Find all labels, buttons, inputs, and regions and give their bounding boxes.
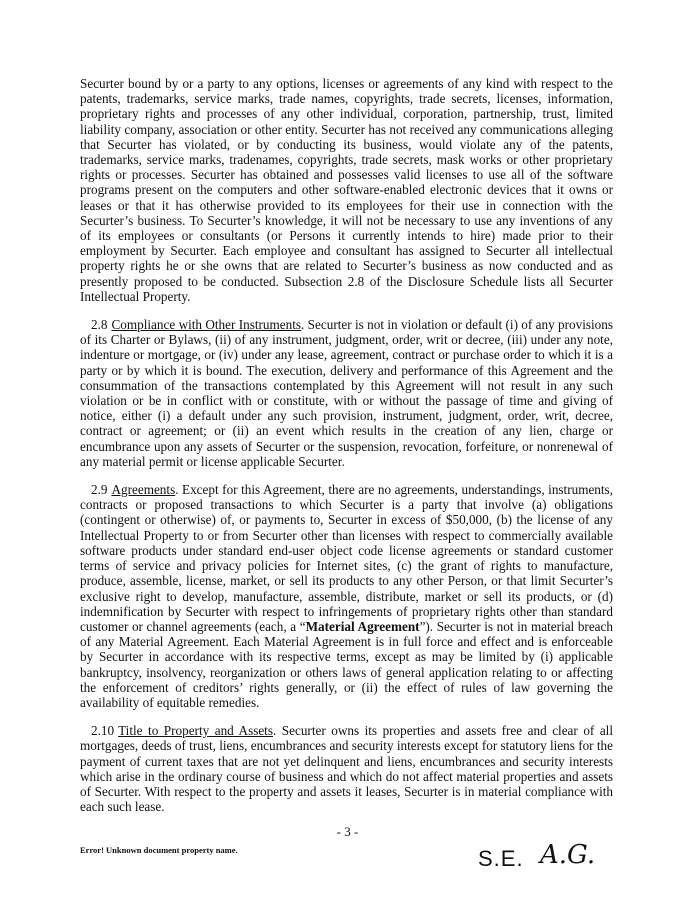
section-2-8 xyxy=(80,317,613,469)
section-2-10 xyxy=(80,723,613,814)
footer-error-text: Error! Unknown document property name. xyxy=(80,845,238,855)
section-2-9 xyxy=(80,482,613,710)
page-number: - 3 - xyxy=(336,824,359,839)
defined-term: Material Agreement xyxy=(305,618,420,634)
initials-printed: S.E. xyxy=(478,846,524,871)
paragraph-intellectual-property-continued xyxy=(80,76,613,304)
initials-handwritten: A.G. xyxy=(540,840,596,870)
paragraph-text: Securter bound by or a party to any options, licenses or agreements of any kind with respect to the patents, trademarks, service marks, trade names, copyrights, trade secrets, licenses, information, proprietary rights and processes of any other individual, corporation, partnership, trust, limited liability company, association or other entity. Securter has not received any communications alleging that Securter has violated, or by conducting its business, would violate any of the patents, trademarks, service marks, tradenames, copyrights, trade secrets, mask works or other proprietary rights or processes. Securter has obtained and possesses valid licenses to use all of the software programs present on the computers and other software-enabled electronic devices that it owns or leases or that it has otherwise provided to its employees for their use in connection with the Securter’s business. To Securter’s knowledge, it will not be necessary to use any inventions of any of its employees or consultants (or Persons it currently intends to hire) made prior to their employment by Securter. Each employee and consultant has assigned to Securter all intellectual property rights he or she owns that are related to Securter’s business as now conducted and as presently proposed to be conducted. Subsection 2.8 of the Disclosure Schedule lists all Securter Intellectual Property. xyxy=(80,76,613,304)
section-number: 2.10 xyxy=(91,723,115,739)
section-text-part-b: ”). Securter is not in material breach of any Material Agreement. Each Material Agreement is in full force and effect and is enforceable by Securter in accordance with its respective terms, except as may be limited by (i) applicable bankruptcy, insolvency, reorganization or others laws of general application relating to or affecting the enforcement of creditors’ rights generally, or (ii) the effect of rules of law governing the availability of equitable remedies. xyxy=(80,618,613,710)
section-number: 2.8 xyxy=(91,317,108,333)
section-text-part-a: . Except for this Agreement, there are no agreements, understandings, instruments, contracts or proposed transactions to which Securter is a party that involve (a) obligations (contingent or otherwise) of, or payments to, Securter in excess of $50,000, (b) the license of any Intellectual Property to or from Securter other than licenses with respect to commercially available software products under standard end-user object code license agreements or standard customer terms of service and privacy policies for Internet sites, (c) the grant of rights to manufacture, produce, assemble, license, market, or sell its products to any other Person, or that limit Securter’s exclusive right to develop, manufacture, assemble, distribute, market or sell its products, or (d) indemnification by Securter with respect to infringements of proprietary rights other than standard customer or channel agreements (each, a “ xyxy=(80,482,613,634)
section-number: 2.9 xyxy=(91,482,108,498)
document-body xyxy=(80,76,613,827)
section-text: . Securter is not in violation or default (i) of any provisions of its Charter or Bylaws, (ii) of any instrument, judgment, order, writ or decree, (iii) under any note, indenture or mortgage, or (iv) under any lease, agreement, contract or purchase order to which it is a party or by which it is bound. The execution, delivery and performance of this Agreement and the consummation of the transactions contemplated by this Agreement will not result in any such violation or be in conflict with or constitute, with or without the passage of time and giving of notice, either (i) a default under any such provision, instrument, judgment, order, writ, decree, contract or agreement; or (ii) an event which results in the creation of any lien, charge or encumbrance upon any assets of Securter or the suspension, revocation, forfeiture, or nonrenewal of any material permit or license applicable Securter. xyxy=(80,317,614,469)
section-title: Compliance with Other Instruments xyxy=(111,317,302,333)
section-title: Agreements xyxy=(111,482,176,498)
section-title: Title to Property and Assets xyxy=(118,723,273,739)
section-text: . Securter owns its properties and assets free and clear of all mortgages, deeds of trust, liens, encumbrances and security interests except for statutory liens for the payment of current taxes that are not yet delinquent and liens, encumbrances and security interests which arise in the ordinary course of business and which do not affect material properties and assets of Securter. With respect to the property and assets it leases, Securter is in material compliance with each such lease. xyxy=(80,723,613,815)
